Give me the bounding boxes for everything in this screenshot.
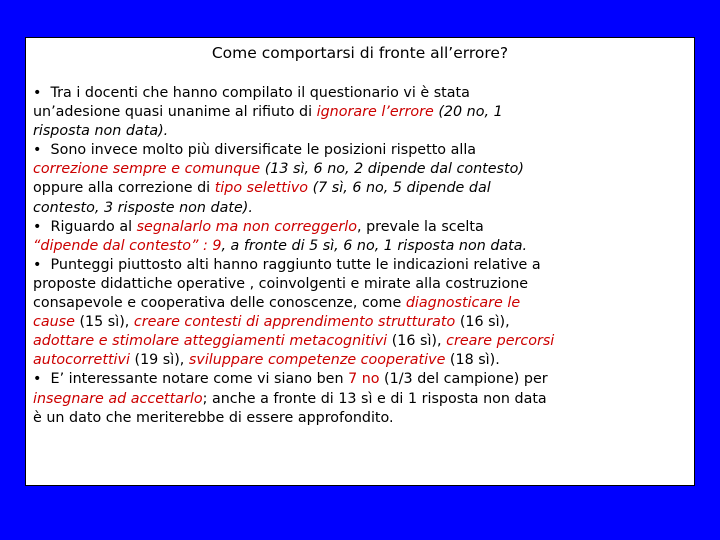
- line: [33, 352, 500, 368]
- text: Sono invece molto più diversificate le posizioni rispetto alla: [50, 142, 477, 159]
- text: , prevale la scelta: [356, 218, 484, 235]
- highlight: “dipende dal contesto” : 9: [33, 237, 222, 254]
- text: risposta non data).: [33, 123, 169, 140]
- highlight: creare contesti di apprendimento strutturato: [133, 314, 456, 331]
- line: [33, 238, 527, 254]
- text: (15 sì),: [74, 314, 134, 331]
- highlight: insegnare ad accettarlo: [33, 390, 203, 407]
- line: [33, 371, 548, 387]
- text: (1/3 del campione) per: [379, 371, 548, 388]
- text: (16 sì),: [387, 333, 447, 350]
- text: (19 sì),: [129, 352, 189, 369]
- highlight: correzione sempre e comunque: [33, 161, 261, 178]
- line: [33, 85, 470, 101]
- slide-body: [33, 84, 695, 428]
- line: [33, 410, 394, 426]
- text: (18 sì).: [445, 352, 500, 369]
- bullet-item-4: [33, 256, 695, 371]
- bullet-dot: •: [33, 371, 42, 388]
- text: Punteggi piuttosto alti hanno raggiunto tutte le indicazioni relative a: [50, 256, 541, 273]
- text: oppure alla correzione di: [33, 180, 215, 197]
- highlight: segnalarlo ma non correggerlo: [136, 218, 357, 235]
- bullet-item-1: [33, 84, 695, 141]
- line: [33, 295, 520, 311]
- highlight: 7 no: [348, 371, 380, 388]
- text: (16 sì),: [455, 314, 510, 331]
- highlight: creare percorsi: [446, 333, 555, 350]
- text: E’ interessante notare come vi siano ben: [50, 371, 349, 388]
- bullet-item-2: [33, 141, 695, 217]
- line: [33, 333, 554, 349]
- highlight: diagnosticare le: [405, 295, 521, 312]
- text: un’adesione quasi unanime al rifiuto di: [33, 104, 317, 121]
- text: consapevole e cooperativa delle conoscenze, come: [33, 295, 406, 312]
- line: [33, 104, 503, 120]
- text: (13 sì, 6 no, 2 dipende dal contesto): [260, 161, 524, 178]
- line: [33, 257, 541, 273]
- line: [33, 314, 510, 330]
- line: [33, 276, 528, 292]
- text: contesto, 3 risposte non date).: [33, 199, 253, 216]
- bullet-item-5: [33, 370, 695, 427]
- line: [33, 200, 253, 216]
- line: [33, 123, 168, 139]
- text: Riguardo al: [50, 218, 137, 235]
- text: ; anche a fronte di 13 sì e di 1 risposta non data: [202, 390, 547, 407]
- highlight: ignorare l’errore: [316, 104, 434, 121]
- line: [33, 391, 547, 407]
- highlight: autocorrettivi: [33, 352, 130, 369]
- highlight: sviluppare competenze cooperative: [188, 352, 446, 369]
- line: [33, 219, 484, 235]
- text: proposte didattiche operative , coinvolgenti e mirate alla costruzione: [33, 275, 529, 292]
- text: (20 no, 1: [433, 104, 503, 121]
- bullet-dot: •: [33, 256, 42, 273]
- text: Tra i docenti che hanno compilato il questionario vi è stata: [50, 85, 470, 101]
- text: , a fronte di 5 sì, 6 no, 1 risposta non data.: [221, 237, 528, 254]
- bullet-item-3: [33, 218, 695, 256]
- bullet-dot: •: [33, 218, 42, 235]
- line: [33, 142, 476, 158]
- slide-title: Come comportarsi di fronte all’errore?: [211, 44, 509, 62]
- highlight: tipo selettivo: [214, 180, 309, 197]
- text: è un dato che meriterebbe di essere approfondito.: [33, 409, 394, 426]
- highlight: cause: [33, 314, 75, 331]
- line: [33, 180, 491, 196]
- highlight: adottare e stimolare atteggiamenti metacognitivi: [33, 333, 388, 350]
- bullet-dot: •: [33, 85, 42, 101]
- bullet-dot: •: [33, 142, 42, 159]
- slide-panel: [25, 37, 695, 486]
- text: (7 sì, 6 no, 5 dipende dal: [308, 180, 491, 197]
- line: [33, 161, 524, 177]
